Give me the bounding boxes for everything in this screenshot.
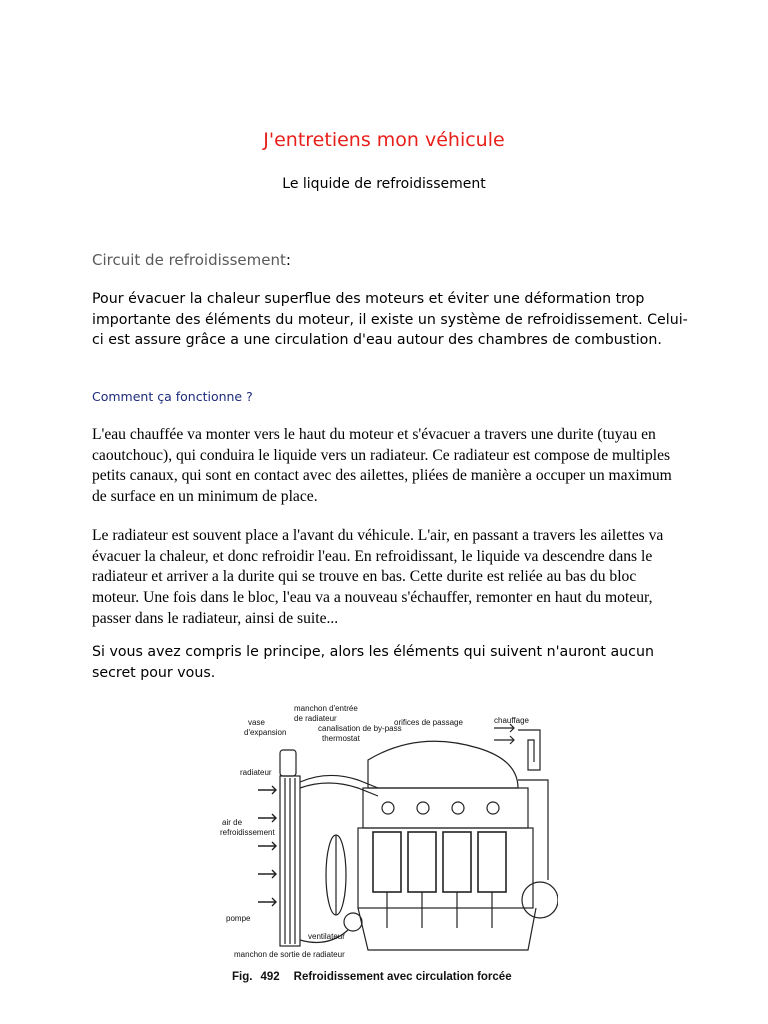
caption-number: 492	[260, 971, 280, 983]
conclusion-paragraph: Si vous avez compris le principe, alors les éléments qui suivent n'auront aucun secret pour vous.	[92, 644, 654, 681]
label-pompe: pompe	[226, 914, 251, 923]
label-air-1: air de	[222, 818, 243, 827]
label-expansion: d'expansion	[244, 728, 287, 737]
label-manchon-sortie: manchon de sortie de radiateur	[234, 950, 345, 959]
figure-caption	[232, 971, 512, 983]
label-thermostat: thermostat	[322, 734, 360, 743]
how-it-works-heading: Comment ça fonctionne ?	[92, 389, 253, 404]
explanation-paragraph-1: L'eau chauffée va monter vers le haut du moteur et s'évacuer a travers une durite (tuyau en caoutchouc), qui conduira le liquide vers un radiateur. Ce radiateur est compose de multiples petits canaux, qui sont en contact avec des ailettes, pliées de manière a occuper un maximum de surface en un minimum de place.	[92, 426, 672, 506]
explanation-paragraph-2: Le radiateur est souvent place a l'avant du véhicule. L'air, en passant a travers les ailettes va évacuer la chaleur, et donc refroidir l'eau. En refroidissant, le liquide va descendre dans le radiateur et arriver a la durite qui se trouve en bas. Cette durite est reliée au bas du bloc moteur. Une fois dans le bloc, l'eau va a nouveau s'échauffer, remonter en haut du moteur, passer dans le radiateur, ainsi de suite...	[92, 527, 664, 627]
label-orifices: orifices de passage	[394, 718, 463, 727]
intro-paragraph: Pour évacuer la chaleur superflue des moteurs et éviter une déformation trop importante des éléments du moteur, il existe un système de refroidissement. Celui-ci est assure grâce a une circulation d'eau autour des chambres de combustion.	[92, 291, 688, 348]
label-manchon-entree-1: manchon d'entrée	[294, 704, 358, 713]
label-ventilateur: ventilateur	[308, 932, 345, 941]
section-heading-colon: :	[285, 251, 291, 269]
page-subtitle: Le liquide de refroidissement	[282, 176, 486, 192]
page-title: J'entretiens mon véhicule	[263, 129, 505, 151]
label-radiateur: radiateur	[240, 768, 272, 777]
label-manchon-entree-2: de radiateur	[294, 714, 337, 723]
label-vase: vase	[248, 718, 265, 727]
label-chauffage: chauffage	[494, 716, 529, 725]
engine-cooling-figure	[218, 700, 558, 992]
section-heading-text: Circuit de refroidissement	[92, 251, 286, 269]
label-air-2: refroidissement	[220, 828, 275, 837]
section-heading	[92, 251, 291, 269]
label-canalisation: canalisation de by-pass	[318, 724, 402, 733]
caption-text: Refroidissement avec circulation forcée	[293, 971, 512, 983]
caption-prefix: Fig.	[232, 971, 253, 983]
